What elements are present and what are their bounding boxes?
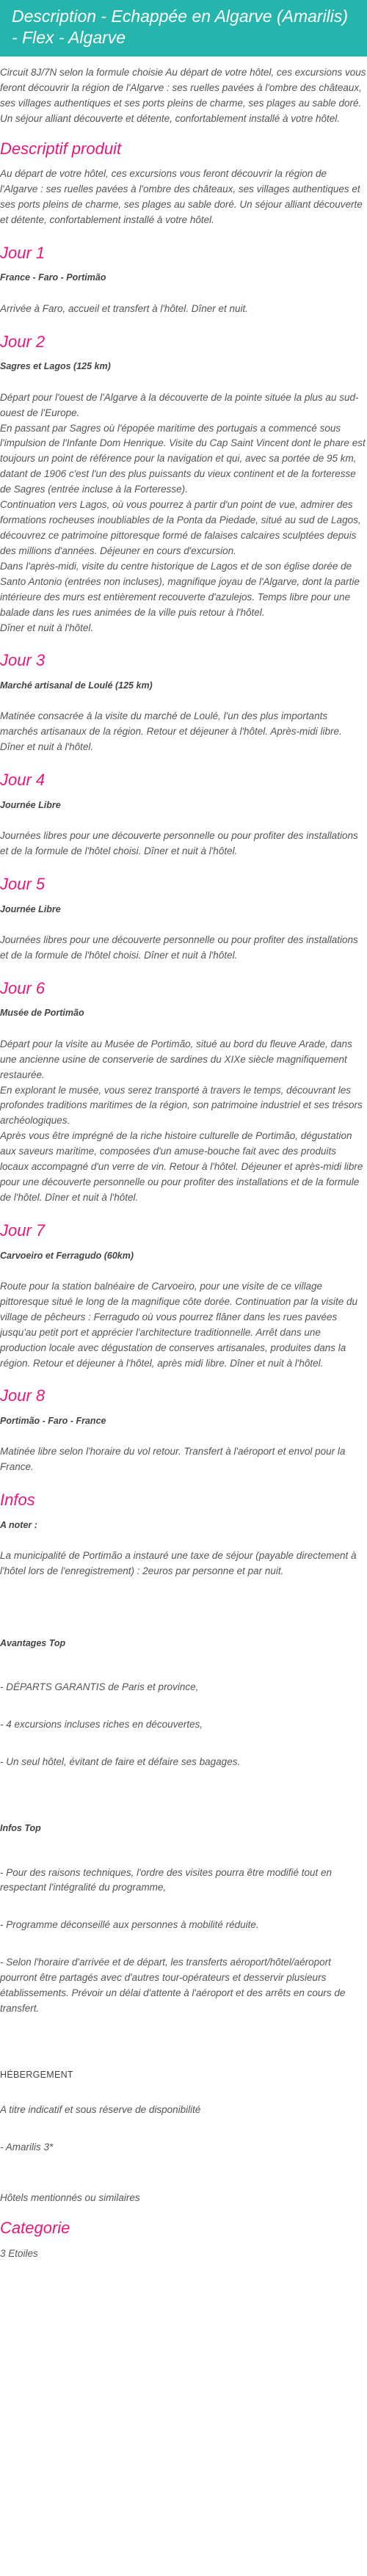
- note-text: La municipalité de Portimão a instauré une taxe de séjour (payable directement à l'hôtel lors de l'enregistrement) : 2euros par personne et par nuit.: [0, 1550, 357, 1577]
- hebergement-item: A titre indicatif et sous réserve de disponibilité: [0, 2104, 201, 2116]
- day-title-6: Musée de Portimão: [0, 1008, 84, 1019]
- day-heading-1: Jour 1: [0, 243, 46, 262]
- info-top-item: - Programme déconseillé aux personnes à mobilité réduite.: [0, 1919, 259, 1931]
- day-title-2: Sagres et Lagos (125 km): [0, 361, 111, 372]
- hebergement-item: - Amarilis 3*: [0, 2142, 54, 2153]
- day-title-5: Journée Libre: [0, 903, 61, 914]
- day-heading-6: Jour 6: [0, 978, 46, 997]
- day-heading-2: Jour 2: [0, 332, 46, 351]
- infos-heading: Infos: [0, 1491, 35, 1510]
- hotels-note: Hôtels mentionnés ou similaires: [0, 2192, 140, 2204]
- day-heading-3: Jour 3: [0, 651, 46, 670]
- day-text-7: Route pour la station balnéaire de Carvoeiro, pour une visite de ce village pittoresque situé le long de la magnifique côte dorée. Continuation par la visite du village de pêcheurs : Ferragudo où vous pourrez flâner dans les rues pavées jusqu'au petit port et apprécier l'architecture traditionnelle. Arrêt dans une production locale avec dégustation de conserves artisanales, produites dans la région. Retour et déjeuner à l'hôtel, après midi libre. Dîner et nuit à l'hôtel.: [0, 1280, 358, 1369]
- day-title-8: Portimão - Faro - France: [0, 1416, 106, 1427]
- page-title: Description - Echappée en Algarve (Amarilis) - Flex - Algarve: [0, 0, 367, 57]
- day-heading-7: Jour 7: [0, 1220, 46, 1240]
- day-title-4: Journée Libre: [0, 799, 61, 810]
- descriptif-heading: Descriptif produit: [0, 139, 122, 158]
- infos-top-label: Infos Top: [0, 1823, 41, 1834]
- day-title-7: Carvoeiro et Ferragudo (60km): [0, 1250, 134, 1261]
- day-text-5: Journées libres pour une découverte personnelle ou pour profiter des installations et de la formule de l'hôtel choisi. Dîner et nuit à l'hôtel.: [0, 934, 358, 961]
- hebergement-label: HÉBERGEMENT: [0, 2070, 73, 2081]
- descriptif-text: Au départ de votre hôtel, ces excursions vous feront découvrir la région de l'Algarve : ses ruelles pavées à l'ombre des châteaux, ses villages authentiques et ses ports pleins de charme, ses plages au sable doré. Un séjour alliant découverte et détente, confortablement installé à votre hôtel.: [0, 168, 363, 225]
- day-heading-5: Jour 5: [0, 875, 46, 893]
- avantage-item: - Un seul hôtel, évitant de faire et défaire ses bagages.: [0, 1756, 241, 1768]
- categorie-value: 3 Etoiles: [0, 2247, 38, 2259]
- day-text-2: Départ pour l'ouest de l'Algarve à la découverte de la pointe située la plus au sud-ouest de l'Europe. En passant par Sagres où l'épopée maritime des portugais a commencé sous l'impulsion de l'Infante Dom Henrique. Visite du Cap Saint Vincent dont le phare est toujours un point de référence pour la navigation et qui, avec sa portée de 95 km, datant de 1906 c'est l'un des plus puissants du vieux continent et de la forteresse de Sagres (entrée incluse à la Forteresse). Continuation vers Lagos, où vous pourrez à partir d'un point de vue, admirer des formations rocheuses inoubliables de la Ponta da Piedade, situé au sud de Lagos, découvrez ce patrimoine pittoresque formé de falaises calcaires sculptées depuis des millions d'années. Déjeuner en cours d'excursion. Dans l'après-midi, visite du centre historique de Lagos et de son église dorée de Santo Antonio (entrées non incluses), magnifique joyau de l'Algarve, dont la partie intérieure des murs est entièrement recouverte d'azulejos. Temps libre pour une balade dans les rues animées de la ville puis retour à l'hôtel. Dîner et nuit à l'hôtel.: [0, 391, 366, 633]
- day-text-4: Journées libres pour une découverte personnelle ou pour profiter des installations et de la formule de l'hôtel choisi. Dîner et nuit à l'hôtel.: [0, 830, 358, 857]
- day-heading-8: Jour 8: [0, 1386, 46, 1405]
- note-label: A noter :: [0, 1519, 37, 1530]
- day-text-3: Matinée consacrée à la visite du marché de Loulé, l'un des plus importants marchés artisanaux de la région. Retour et déjeuner à l'hôtel. Après-midi libre. Dîner et nuit à l'hôtel.: [0, 710, 342, 753]
- intro-text: Circuit 8J/7N selon la formule choisie Au départ de votre hôtel, ces excursions vous feront découvrir la région de l'Algarve : ses ruelles pavées à l'ombre des châteaux, ses villages authentiques et ses ports pleins de charme, ses plages au sable doré. Un séjour alliant découverte et détente, confortablement installé à votre hôtel.: [0, 66, 366, 124]
- categorie-heading: Categorie: [0, 2219, 70, 2238]
- avantage-item: - DÉPARTS GARANTIS de Paris et province,: [0, 1681, 199, 1693]
- day-text-8: Matinée libre selon l'horaire du vol retour. Transfert à l'aéroport et envol pour la France.: [0, 1446, 346, 1473]
- day-text-1: Arrivée à Faro, accueil et transfert à l'hôtel. Dîner et nuit.: [0, 302, 248, 314]
- info-top-item: - Selon l'horaire d'arrivée et de départ, les transferts aéroport/hôtel/aéroport pourront être partagés avec d'autres tour-opérateurs et desservir plusieurs établissements. Prévoir un délai d'attente à l'aéroport et des arrêts en cours de transfert.: [0, 1957, 346, 2015]
- avantage-item: - 4 excursions incluses riches en découvertes,: [0, 1719, 203, 1731]
- day-title-1: France - Faro - Portimão: [0, 272, 106, 283]
- day-title-3: Marché artisanal de Loulé (125 km): [0, 680, 153, 691]
- day-heading-4: Jour 4: [0, 771, 46, 790]
- info-top-item: - Pour des raisons techniques, l'ordre des visites pourra être modifié tout en respectant l'intégralité du programme,: [0, 1866, 333, 1893]
- avantages-label: Avantages Top: [0, 1638, 66, 1649]
- day-text-6: Départ pour la visite au Musée de Portimão, situé au bord du fleuve Arade, dans une ancienne usine de conserverie de sardines du XIXe siècle magnifiquement restaurée. En explorant le musée, vous serez transporté à travers le temps, découvrant les profondes traditions maritimes de la région, son patrimoine industriel et ses trésors archéologiques. Après vous être imprégné de la riche histoire culturelle de Portimão, dégustation aux saveurs maritime, composées d'un amuse-bouche fait avec des produits locaux accompagné d'un verre de vin. Retour à l'hôtel. Déjeuner et après-midi libre pour une découverte personnelle ou pour profiter des installations et de la formule de l'hôtel. Dîner et nuit à l'hôtel.: [0, 1038, 363, 1203]
